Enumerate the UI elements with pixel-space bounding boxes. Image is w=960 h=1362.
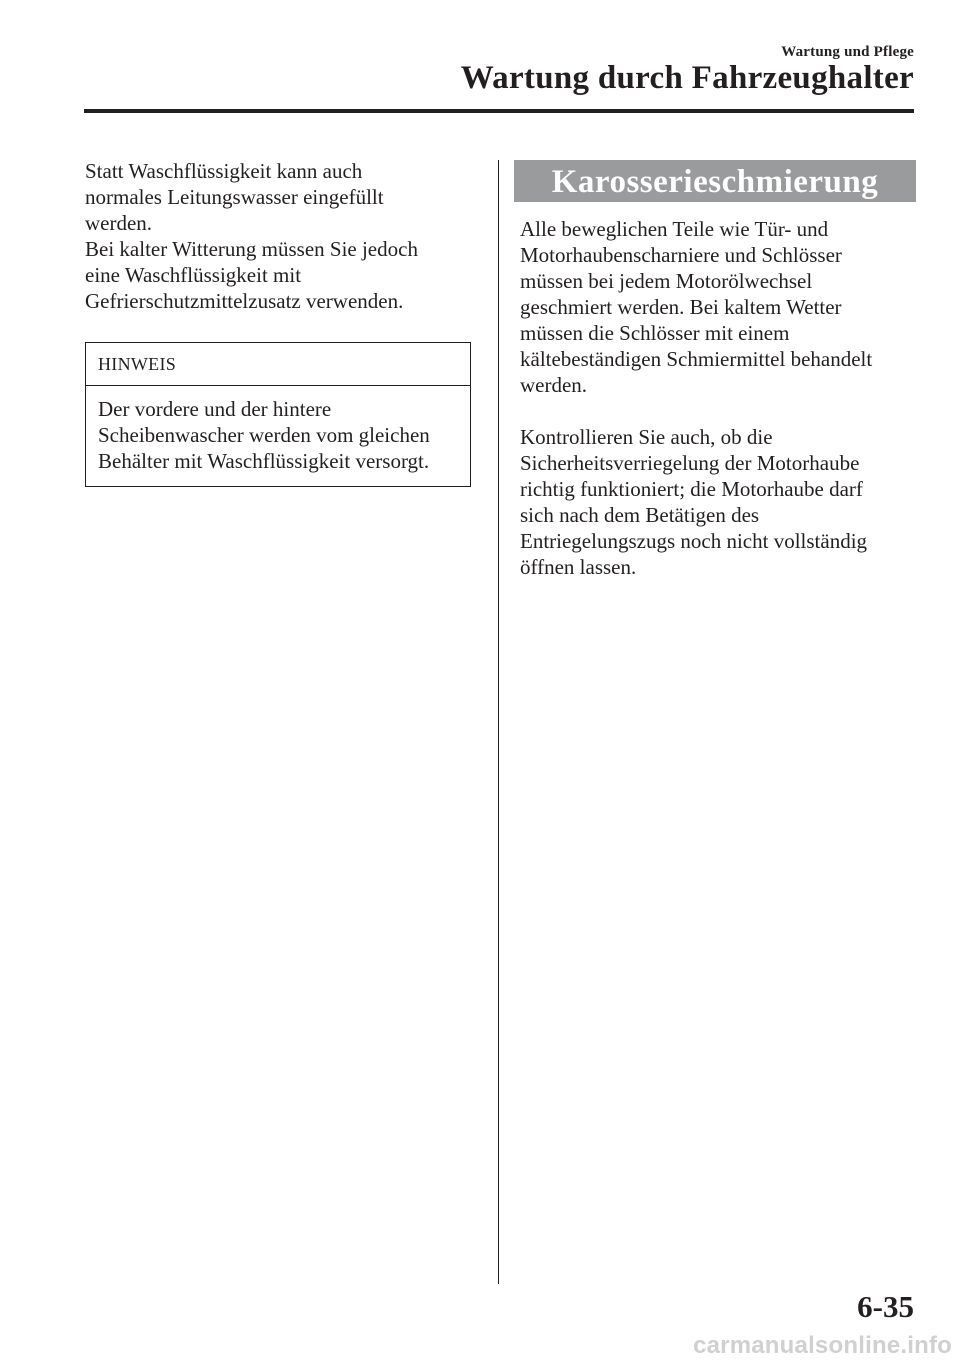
hood-latch-paragraph: Kontrollieren Sie auch, ob die Sicherheitsverriegelung der Motorhaube richtig funktioniert; die Motorhaube darf sich nach dem Betätigen des Entriegelungszugs noch nicht vollständig öffnen lassen. [520, 425, 868, 579]
chapter-label: Wartung und Pflege [781, 44, 914, 60]
watermark: carmanualsonline.info [693, 1332, 952, 1359]
note-text: Der vordere und der hintere Scheibenwascher werden vom gleichen Behälter mit Waschflüssigkeit versorgt. [98, 397, 430, 473]
lubrication-paragraph: Alle beweglichen Teile wie Tür- und Motorhaubenscharniere und Schlösser müssen bei jedem Motorölwechsel geschmiert werden. Bei kaltem Wetter müssen die Schlösser mit einem kältebeständigen Schmiermittel behandelt werden. [520, 217, 873, 397]
header-divider [84, 109, 914, 113]
washer-fluid-paragraph: Statt Waschflüssigkeit kann auch normales Leitungswasser eingefüllt werden. Bei kalter Witterung müssen Sie jedoch eine Waschflüssigkeit mit Gefrierschutzmittelzusatz verwenden. [85, 159, 418, 313]
note-heading: HINWEIS [86, 343, 470, 386]
page-title: Wartung durch Fahrzeughalter [460, 60, 914, 96]
section-heading: Karosserieschmierung [514, 160, 916, 202]
right-column [520, 160, 916, 580]
column-divider [498, 160, 499, 1284]
left-column [85, 158, 480, 487]
note-box [85, 342, 471, 487]
page-number: 6-35 [857, 1289, 914, 1324]
